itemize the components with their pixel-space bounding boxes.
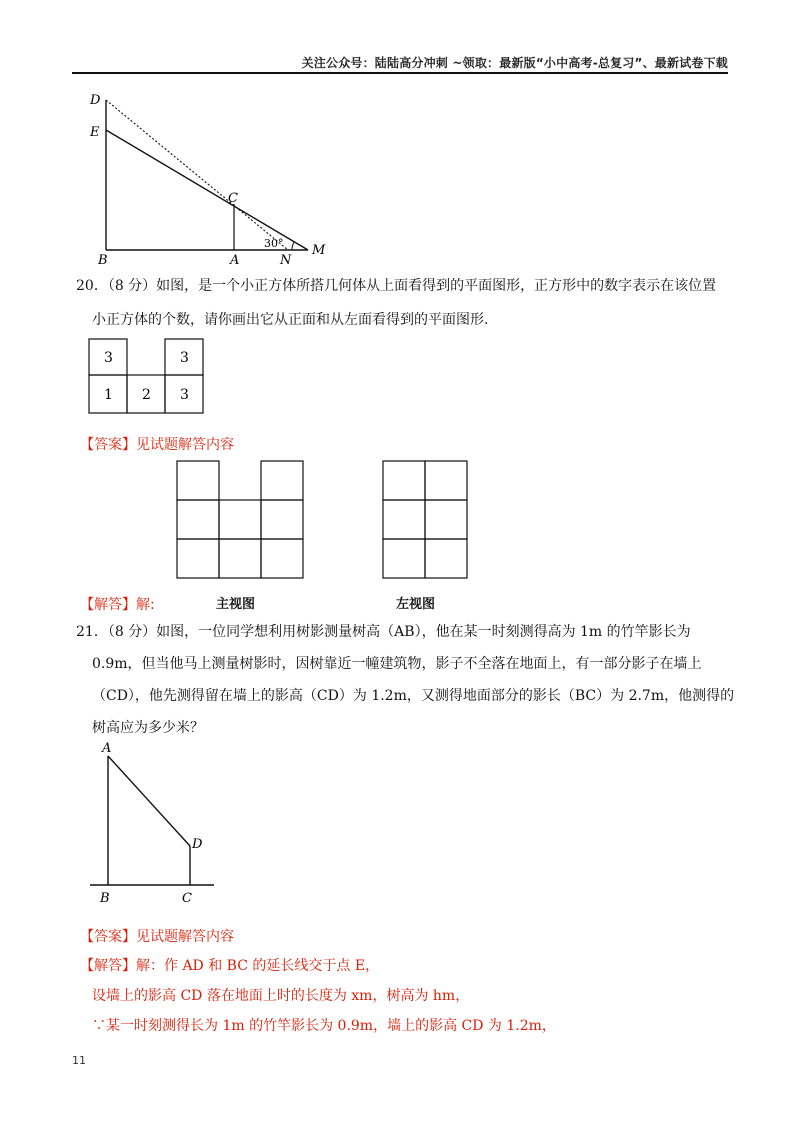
label-b: B [98, 253, 108, 268]
left-view-label: 左视图 [396, 597, 436, 612]
label-c: C [182, 891, 192, 906]
q20-line-2: 小正方体的个数，请你画出它从正面和从左面看得到的平面图形. [92, 312, 489, 328]
line-em [106, 130, 308, 250]
label-angle: 30° [264, 237, 284, 250]
q21-line-3: （CD），他先测得留在墙上的影高（CD）为 1.2m，又测得地面部分的影长（BC）为 2.7m，他测得的 [92, 688, 735, 704]
q21-line-1: 21．（8 分）如图，一位同学想利用树影测量树高（AB），他在某一时刻测得高为 1m 的竹竿影长为 [76, 624, 691, 640]
grid-cell-bottom-3: 3 [180, 387, 189, 403]
left-view-drawing [382, 460, 470, 580]
shadow-ad [108, 756, 190, 846]
label-e: E [90, 125, 100, 140]
q21-solution-1: 【解答】解：作 AD 和 BC 的延长线交于点 E， [80, 958, 380, 974]
q20-line-1: 20．（8 分）如图，是一个小正方体所搭几何体从上面看得到的平面图形，正方形中的数字表示在该位置 [76, 278, 717, 294]
page-number: 11 [72, 1054, 86, 1067]
grid-cell-bottom-2: 2 [142, 387, 151, 403]
front-view-drawing [176, 460, 306, 580]
label-m: M [312, 243, 326, 258]
q21-line-4: 树高应为多少米？ [92, 720, 204, 736]
angle-arc [292, 242, 294, 250]
header-rule [72, 72, 728, 74]
q20-answer-label: 【答案】见试题解答内容 [80, 437, 234, 453]
label-d: D [90, 93, 101, 108]
q21-answer-label: 【答案】见试题解答内容 [80, 929, 234, 945]
label-b: B [100, 891, 110, 906]
q21-solution-2: 设墙上的影高 CD 落在地面上时的长度为 xm，树高为 hm， [92, 988, 470, 1004]
figure-shadow-triangle [80, 88, 340, 268]
dotted-dn [106, 100, 288, 250]
q21-solution-3: ∵某一时刻测得长为 1m 的竹竿影长为 0.9m，墙上的影高 CD 为 1.2m， [92, 1018, 556, 1034]
label-a: A [230, 253, 240, 268]
q21-line-2: 0.9m，但当他马上测量树影时，因树靠近一幢建筑物，影子不全落在地面上，有一部分影子在墙上 [92, 656, 702, 672]
grid-cell-bottom-1: 1 [104, 387, 113, 403]
label-n: N [280, 253, 292, 268]
figure-tree-wall [86, 738, 226, 908]
label-a: A [102, 741, 112, 756]
page-header: 关注公众号：陆陆高分冲刺 ~领取：最新版“小中高考-总复习”、最新试卷下载 [301, 56, 728, 70]
label-d: D [192, 837, 203, 852]
grid-cell-top-1: 3 [104, 350, 113, 366]
top-view-grid [88, 338, 206, 416]
q20-solution-label: 【解答】解: [80, 597, 155, 613]
grid-cell-top-3: 3 [180, 350, 189, 366]
front-view-label: 主视图 [216, 597, 256, 612]
label-c: C [228, 191, 238, 206]
